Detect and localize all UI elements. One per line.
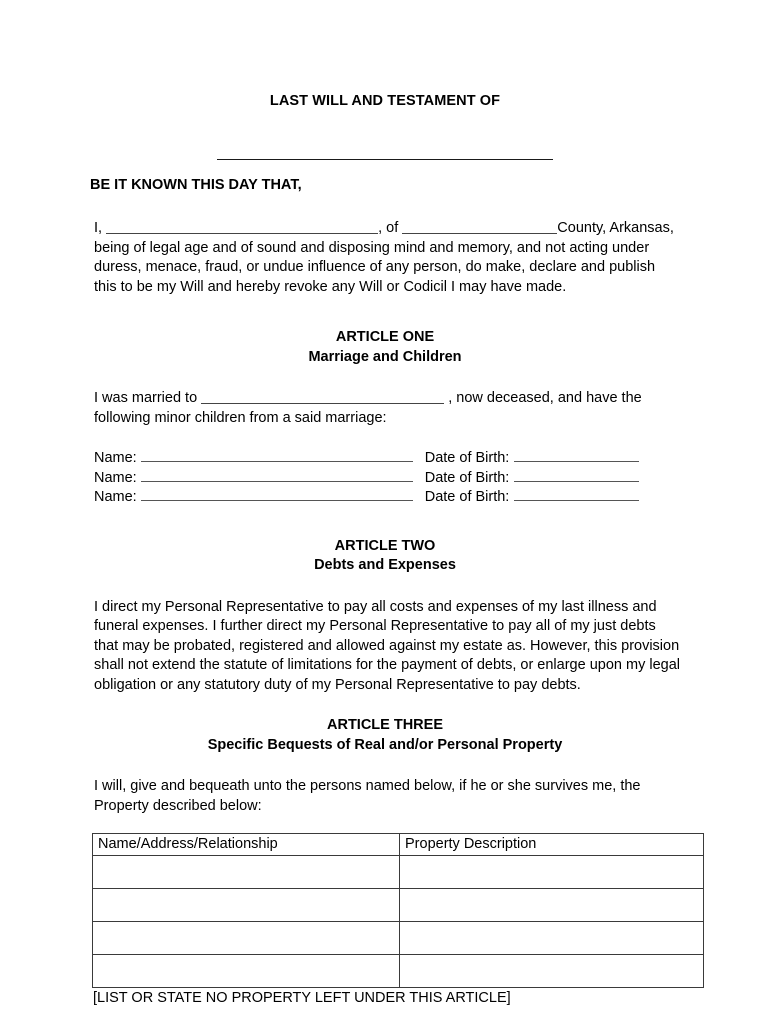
- article-one-subtitle: Marriage and Children: [308, 348, 462, 365]
- testator-name-field[interactable]: [106, 221, 378, 234]
- child-name-field[interactable]: [141, 487, 413, 501]
- child-name-label: Name:: [94, 450, 137, 467]
- spacer: [90, 755, 680, 777]
- spacer: [90, 428, 680, 448]
- table-cell-property[interactable]: [400, 922, 704, 955]
- declaration-body: being of legal age and of sound and disposing mind and memory, and not acting under duress, menace, fraud, or undue influence of any person, do make, declare and publish this to be my Will and hereby revoke any Will or Codicil I may have made.: [94, 239, 656, 295]
- table-header-property-description: Property Description: [400, 834, 704, 856]
- child-dob-field[interactable]: [514, 487, 639, 501]
- article-one-intro: [90, 389, 680, 428]
- table-header-row: [93, 834, 704, 856]
- child-dob-field[interactable]: [514, 468, 639, 482]
- table-cell-name[interactable]: [93, 889, 400, 922]
- table-cell-property[interactable]: [400, 889, 704, 922]
- table-cell-name[interactable]: [93, 955, 400, 988]
- property-table-note: [LIST OR STATE NO PROPERTY LEFT UNDER THIS ARTICLE]: [93, 990, 511, 1007]
- article-two-body: I direct my Personal Representative to pay all costs and expenses of my last illness and funeral expenses. I further direct my Personal Representative to pay all of my just debts that may be probated, registered and allowed against my estate as. However, this provision shall not extend the statute of limitations for the payment of debts, or enlarge upon my legal obligation or any statutory duty of my Personal Representative to pay debts.: [94, 598, 680, 693]
- child-dob-label: Date of Birth:: [424, 469, 510, 486]
- article-three-subtitle: Specific Bequests of Real and/or Personal Property: [207, 736, 563, 753]
- child-name-field[interactable]: [141, 468, 413, 482]
- child-name-field[interactable]: [141, 448, 413, 462]
- table-row: [93, 922, 704, 955]
- table-row: [93, 856, 704, 889]
- table-body: [93, 856, 704, 988]
- child-row: [94, 487, 680, 507]
- table-cell-name[interactable]: [93, 856, 400, 889]
- declaration-paragraph: [90, 219, 680, 297]
- child-row: [94, 468, 680, 488]
- children-list: [90, 448, 680, 507]
- article-one-intro-prefix: I was married to: [94, 390, 198, 406]
- child-dob-label: Date of Birth:: [424, 450, 510, 467]
- article-two-subtitle: Debts and Expenses: [314, 557, 456, 574]
- table-row: [93, 955, 704, 988]
- child-dob-label: Date of Birth:: [424, 489, 510, 506]
- spacer: [90, 576, 680, 598]
- testator-name-rule-wrapper: [90, 142, 680, 158]
- spacer: [90, 193, 680, 219]
- spacer: [90, 695, 680, 716]
- article-three-heading: [90, 716, 680, 755]
- article-one-heading: [90, 328, 680, 367]
- article-three-body: I will, give and bequeath unto the persons named below, if he or she survives me, the Property described below:: [94, 778, 641, 814]
- article-two-heading: [90, 537, 680, 576]
- child-dob-field[interactable]: [514, 448, 639, 462]
- article-one-number: ARTICLE ONE: [335, 329, 435, 345]
- declaration-prefix: I,: [94, 220, 103, 236]
- child-row: [94, 448, 680, 468]
- spacer: [90, 367, 680, 389]
- table-cell-name[interactable]: [93, 922, 400, 955]
- lead-in-statement: BE IT KNOWN THIS DAY THAT,: [90, 177, 302, 193]
- document-content: [90, 0, 680, 1007]
- spacer: [90, 297, 680, 328]
- table-cell-property[interactable]: [400, 856, 704, 889]
- spouse-name-field[interactable]: [201, 391, 444, 404]
- page-title: LAST WILL AND TESTAMENT OF: [269, 93, 501, 109]
- child-name-label: Name:: [94, 469, 137, 486]
- declaration-after-name: , of: [378, 220, 399, 236]
- spacer: [90, 507, 680, 537]
- article-one-intro-suffix: , now deceased, and have the following minor children from a said marriage:: [94, 390, 642, 426]
- county-field[interactable]: [402, 221, 557, 234]
- spacer: [90, 816, 680, 833]
- table-header-name-address-relationship: Name/Address/Relationship: [93, 834, 400, 856]
- property-table: [92, 833, 704, 988]
- article-two-number: ARTICLE TWO: [334, 537, 436, 554]
- declaration-after-county: County, Arkansas,: [557, 220, 674, 236]
- table-row: [93, 889, 704, 922]
- table-cell-property[interactable]: [400, 955, 704, 988]
- child-name-label: Name:: [94, 489, 137, 506]
- article-three-number: ARTICLE THREE: [327, 717, 443, 734]
- testator-name-blank-line[interactable]: [217, 158, 553, 160]
